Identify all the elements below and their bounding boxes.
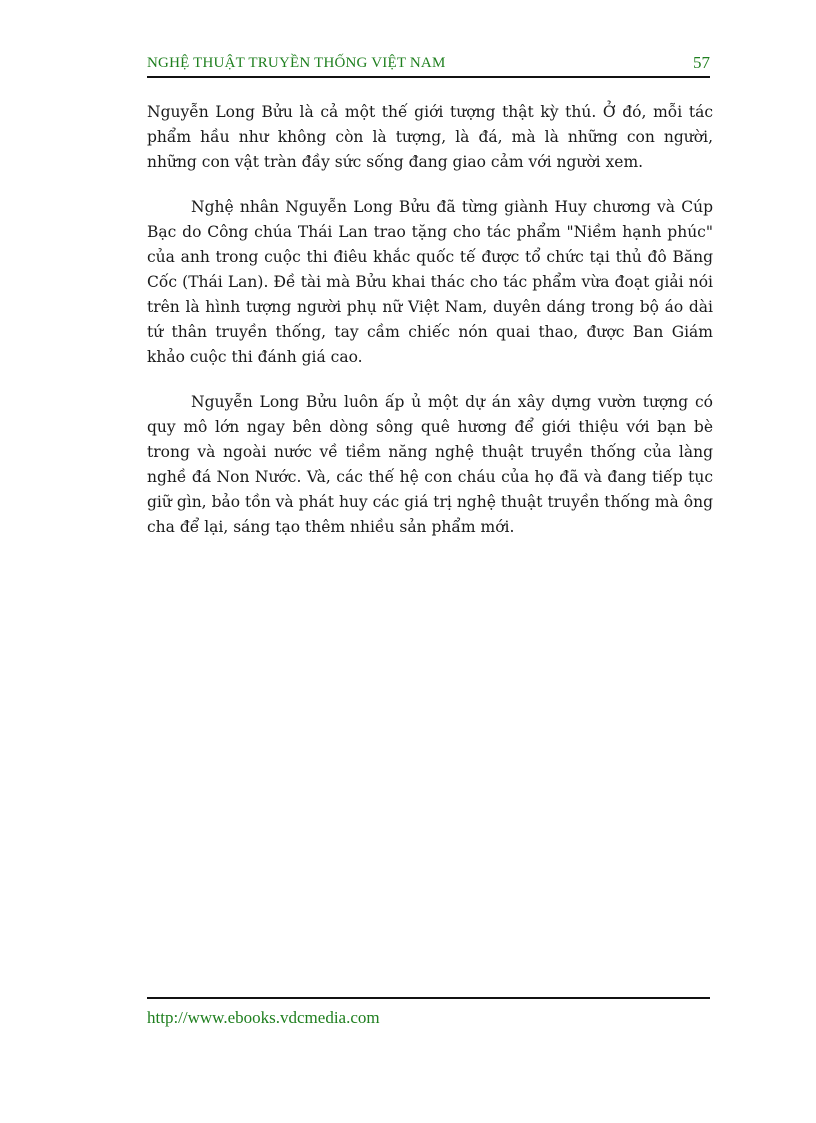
footer-rule — [147, 997, 710, 999]
paragraph-1: Nguyễn Long Bửu là cả một thế giới tượng thật kỳ thú. Ở đó, mỗi tác phẩm hầu như không còn là tượng, là đá, mà là những con người, những con vật tràn đầy sức sống đang giao cảm với người xem. — [147, 103, 713, 171]
running-header-title: NGHỆ THUẬT TRUYỀN THỐNG VIỆT NAM — [147, 55, 446, 71]
body-text — [147, 100, 713, 560]
page-number: 57 — [693, 53, 710, 72]
paragraph-2: Nghệ nhân Nguyễn Long Bửu đã từng giành Huy chương và Cúp Bạc do Công chúa Thái Lan trao tặng cho tác phẩm "Niềm hạnh phúc" của anh trong cuộc thi điêu khắc quốc tế được tổ chức tại thủ đô Băng Cốc (Thái Lan). Đề tài mà Bửu khai thác cho tác phẩm vừa đoạt giải nói trên là hình tượng người phụ nữ Việt Nam, duyên dáng trong bộ áo dài tứ thân truyền thống, tay cầm chiếc nón quai thao, được Ban Giám khảo cuộc thi đánh giá cao. — [147, 198, 713, 366]
footer-url-link[interactable]: http://www.ebooks.vdcmedia.com — [147, 1008, 380, 1027]
page-header — [147, 52, 710, 78]
paragraph-3: Nguyễn Long Bửu luôn ấp ủ một dự án xây dựng vườn tượng có quy mô lớn ngay bên dòng sông quê hương để giới thiệu với bạn bè trong và ngoài nước về tiềm năng nghệ thuật truyền thống của làng nghề đá Non Nước. Và, các thế hệ con cháu của họ đã và đang tiếp tục giữ gìn, bảo tồn và phát huy các giá trị nghệ thuật truyền thống mà ông cha để lại, sáng tạo thêm nhiều sản phẩm mới. — [147, 393, 713, 536]
